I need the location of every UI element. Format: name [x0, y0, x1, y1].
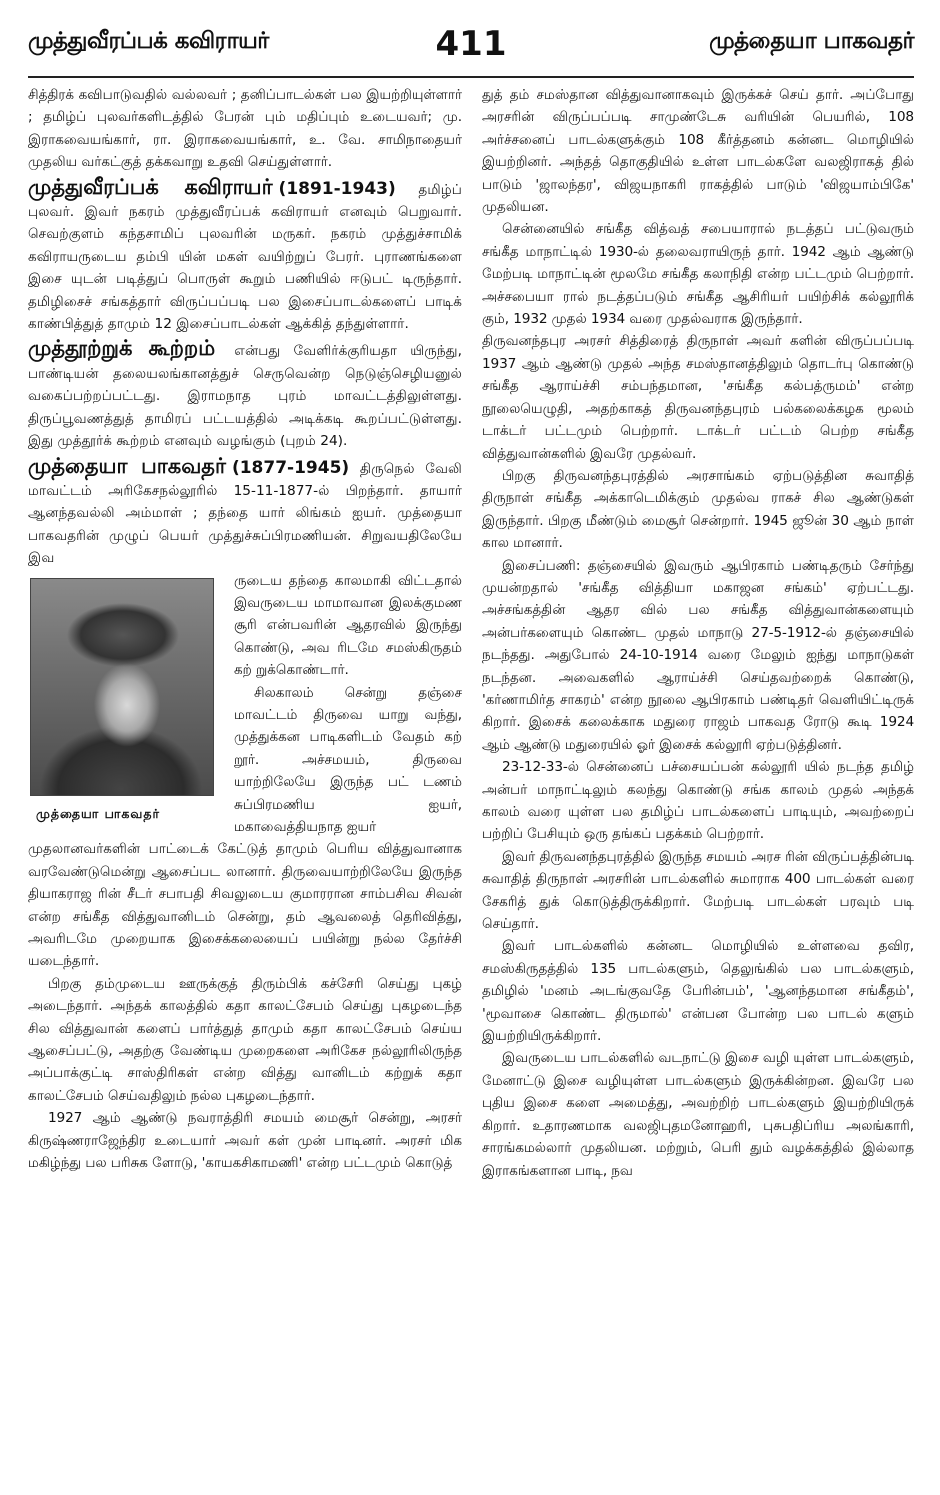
paragraph: முதலானவர்களின் பாட்டைக் கேட்டுத் தாமும் பெரிய வித்துவானாக வரவேண்டுமென்று ஆசைப்பட லானார். திருவையாற்றிலேயே இருந்த தியாகராஜ ரின் சீடர் சபாபதி சிவலுடைய குமாரரான சாம்பசிவ சிவன் என்ற சங்கீத வித்துவானிடம் சென்று, தம் ஆவலைத் தெரிவித்து, அவரிடமே முறையாக இசைக்கலையைப் பயின்று நல்ல தேர்ச்சி யடைந்தார்.: [28, 841, 462, 970]
entry-headword: முத்தூற்றுக் கூற்றம்: [28, 336, 216, 361]
entry-years: (1877-1945): [231, 457, 350, 478]
portrait-figure: [28, 570, 234, 839]
continued-paragraph: சித்திரக் கவிபாடுவதில் வல்லவர் ; தனிப்பாடல்கள் பல இயற்றியுள்ளார் ; தமிழ்ப் புலவர்களிடத்தில் பேரன் பும் மதிப்பும் உடையவர்; மு. இராகவையங்கார், ரா. இராகவையங்கார், உ. வே. சாமிநாதையர் முதலிய வர்கட்குத் தக்கவாறு உதவி செய்துள்ளார்.: [28, 87, 462, 171]
paragraph: துத் தம் சமஸ்தான வித்துவானாகவும் இருக்கச் செய் தார். அப்போது அரசரின் விருப்பப்படி சாமுண்டேசு வரியின் பெயரில், 108 அர்ச்சனைப் பாடல்களுக்கும் 108 கீர்த்தனம் கன்னட மொழியில் இயற்றினர். அந்தத் தொகுதியில் உள்ள பாடல்களே வலஜிராகத் தில் பாடும் 'ஜாலந்தர', விஜயநாகரி ராகத்தில் பாடும் 'விஜயாம்பிகே' முதலியன.: [482, 87, 914, 216]
entry-headword: முத்தையா பாகவதர்: [28, 453, 226, 478]
entry-headword: முத்துவீரப்பக் கவிராயர்: [28, 174, 273, 199]
paragraph: பிறகு தம்முடைய ஊருக்குத் திரும்பிக் கச்சேரி செய்து புகழ் அடைந்தார். அந்தக் காலத்தில் கதா காலட்சேபம் செய்து புகழடைந்த சில வித்துவான் களைப் பார்த்துத் தாமும் கதா காலட்சேபம் செய்ய ஆசைப்பட்டு, அதற்கு வேண்டிய முறைகளை அரிகேச நல்லூரிலிருந்த அப்பாக்குட்டி சாஸ்திரிகள் என்ற வித்து வானிடம் கற்றுக் கதா காலட்சேபம் செய்வதிலும் நல்ல புகழடைந்தார்.: [28, 975, 462, 1104]
entry-text: என்பது வேளிர்க்குரியதா யிருந்து, பாண்டியன் தலையலங்கானத்துச் செருவென்ற நெடுஞ்செழியனுல் வகைப்பற்றப்பட்டது. இராமநாத புரம் மாவட்டத்திலுள்ளது. திருப்பூவணத்துத் தாமிரப் பட்டயத்தில் அடிக்கடி கூறப்பட்டுள்ளது. இது முத்தூர்க் கூற்றம் எனவும் வழங்கும் (புறம் 24).: [28, 343, 462, 450]
portrait-caption: முத்தையா பாகவதர்: [36, 805, 161, 821]
paragraph: 23-12-33-ல் சென்னைப் பச்சையப்பன் கல்லூரி யில் நடந்த தமிழ் அன்பர் மாநாட்டிலும் கலந்து கொண்டு சங்க காலம் முதல் அந்தக் காலம் வரை யுள்ள பல தமிழ்ப் பாடல்களைப் பாடியும், அவற்றைப் பற்றிப் பேசியும் ஒரு தங்கப் பதக்கம் பெற்றார்.: [482, 759, 914, 843]
portrait-wrap-text: [234, 570, 462, 839]
header-left-headword: முத்துவீரப்பக் கவிராயர்: [28, 28, 269, 54]
page-number: 411: [435, 24, 507, 64]
entry-muthuveerappa-kavirayar: [28, 174, 462, 336]
paragraph: இவருடைய பாடல்களில் வடநாட்டு இசை வழி யுள்ள பாடல்களும், மேனாட்டு இசை வழியுள்ள பாடல்களும் இருக்கின்றன. இவரே பல புதிய இசை களை அமைத்து, அவற்றிற் பாடல்களும் இயற்றியிருக் கிறார். உதாரணமாக வலஜிபுதமனோஹரி, புசுபதிப்ரிய அலங்காரி, சாரங்கமல்லார் முதலியன. மற்றும், பெரி தும் வழக்கத்தில் இல்லாத இராகங்களான பாடி, நவ: [482, 1050, 914, 1179]
entry-muthootru-kootram: [28, 335, 462, 452]
paragraph: இவர் பாடல்களில் கன்னட மொழியில் உள்ளவை தவிர, சமஸ்கிருதத்தில் 135 பாடல்களும், தெலுங்கில் பல பாடல்களும், தமிழில் 'மனம் அடங்குவதே பேரின்பம்', 'ஆனந்தமான சங்கீதம்', 'மூவாசை கொண்ட திருமால்' என்பன போன்ற பல பாடல் களும் இயற்றியிருக்கிறார்.: [482, 938, 914, 1045]
entry-text: திருநெல் வேலி மாவட்டம் அரிகேசநல்லூரில் 15-11-1877-ல் பிறந்தார். தாயார் ஆனந்தவல்லி அம்மாள் ; தந்தை யார் லிங்கம் ஐயர். முத்தையா பாகவதரின் முழுப் பெயர் முத்துச்சுப்பிரமணியன். சிறுவயதிலேயே இவ: [28, 460, 462, 567]
page-header: [28, 24, 914, 68]
header-rule: [28, 76, 914, 78]
paragraph: பிறகு திருவனந்தபுரத்தில் அரசாங்கம் ஏற்படுத்தின சுவாதித் திருநாள் சங்கீத அக்காடெமிக்கும் முதல்வ ராகச் சில ஆண்டுகள் இருந்தார். பிறகு மீண்டும் மைசூர் சென்றார். 1945 ஜூன் 30 ஆம் நாள் கால மானார்.: [482, 467, 914, 552]
paragraph: திருவனந்தபுர அரசர் சித்திரைத் திருநாள் அவர் களின் விருப்பப்படி 1937 ஆம் ஆண்டு முதல் அந்த சமஸ்தானத்திலும் தொடர்பு கொண்டு சங்கீத ஆராய்ச்சி சம்பந்தமான, 'சங்கீத கல்பத்ருமம்' என்ற நூலையெழுதி, அதற்காகத் திருவனந்தபுரம் பல்கலைக்கழக மூலம் டாக்டர் பட்டமும் பெற்றார். டாக்டர் பட்டம் பெற்ற சங்கீத வித்துவான்களில் இவரே முதல்வர்.: [482, 333, 914, 462]
wrap-paragraph: சிலகாலம் சென்று தஞ்சை மாவட்டம் திருவை யாறு வந்து, முத்துக்கன பாடிகளிடம் வேதம் கற் றூர். அச்சமயம், திருவை யாற்றிலேயே இருந்த பட் டணம் சுப்பிரமணிய ஐயர், மகாவைத்தியநாத ஐயர்: [234, 684, 462, 835]
portrait-block: [28, 570, 462, 839]
left-column: [28, 84, 462, 1487]
portrait-photo: [30, 578, 214, 796]
paragraph: இவர் திருவனந்தபுரத்தில் இருந்த சமயம் அரச ரின் விருப்பத்தின்படி சுவாதித் திருநாள் அரசரின் பாடல்களில் சுமாராக 400 பாடல்கள் வரை சேகரித் துக் கொடுத்திருக்கிறார். மேற்படி பாடல்கள் பரவும் படி செய்தார்.: [482, 848, 914, 933]
paragraph: 1927 ஆம் ஆண்டு நவராத்திரி சமயம் மைசூர் சென்று, அரசர் கிருஷ்ணராஜேந்திர உடையார் அவர் கள் முன் பாடினர். அரசர் மிக மகிழ்ந்து பல பரிசுக ளோடு, 'காயகசிகாமணி' என்ற பட்டமும் கொடுத்: [28, 1110, 462, 1172]
wrap-paragraph: ருடைய தந்தை காலமாகி விட்டதால் இவருடைய மாமாவான இலக்குமண சூரி என்பவரின் ஆதரவில் இருந்து கொண்டு, அவ ரிடமே சமஸ்கிருதம் கற் றுக்கொண்டார்.: [234, 572, 462, 679]
entry-muthaiya-bhagavathar: [28, 453, 462, 570]
paragraph: இசைப்பணி: தஞ்சையில் இவரும் ஆபிரகாம் பண்டிதரும் சேர்ந்து முயன்றதால் 'சங்கீத வித்தியா மகாஜன சங்கம்' ஏற்பட்டது. அச்சங்கத்தின் ஆதர வில் பல சங்கீத வித்துவான்களையும் அன்பர்களையும் கொண்ட முதல் மாநாடு 27-5-1912-ல் தஞ்சையில் நடந்தது. அதுபோல் 24-10-1914 வரை மேலும் ஐந்து மாநாடுகள் நடந்தன. அவைகளில் ஆராய்ச்சி செய்தவற்றைக் கொண்டு, 'கர்ணாமிர்த சாகரம்' என்ற நூலை ஆபிரகாம் பண்டிதர் வெளியிட்டிருக் கிறார். இசைக் கலைக்காக மதுரை ராஜம் பாகவத ரோடு கூடி 1924 ஆம் ஆண்டு மதுரையில் ஓர் இசைக் கல்லூரி ஏற்படுத்தினர்.: [482, 557, 914, 753]
entry-years: (1891-1943): [278, 178, 396, 199]
right-column: [482, 84, 914, 1487]
entry-text: தமிழ்ப் புலவர். இவர் நகரம் முத்துவீரப்பக் கவிராயர் எனவும் பெறுவார். செவற்குளம் கந்தசாமிப் புலவரின் மருகர். நகரம் முத்துச்சாமிக் கவிராயருடைய தம்பி யின் மகள் வயிற்றுப் பேரர். புராணங்களை இசை யுடன் படித்துப் பொருள் கூறும் பணியில் ஈடுபட் டிருந்தார். தமிழிசைச் சங்கத்தார் விருப்பப்படி பல இசைப்பாடல்களைப் பாடிக் காண்பித்துத் தாமும் 12 இசைப்பாடல்கள் ஆக்கித் தந்துள்ளார்.: [28, 181, 462, 333]
paragraph: சென்னையில் சங்கீத வித்வத் சபையாரால் நடத்தப் பட்டுவரும் சங்கீத மாநாட்டில் 1930-ல் தலைவராயிருந் தார். 1942 ஆம் ஆண்டு மேற்படி மாநாட்டின் மூலமே சங்கீத கலாநிதி என்ற பட்டமும் பெற்றார். அச்சபையா ரால் நடத்தப்படும் சங்கீத ஆசிரியர் பயிற்சிக் கல்லூரிக் கும், 1932 முதல் 1934 வரை முதல்வராக இருந்தார்.: [482, 221, 914, 328]
header-right-headword: முத்தையா பாகவதர்: [709, 28, 914, 54]
